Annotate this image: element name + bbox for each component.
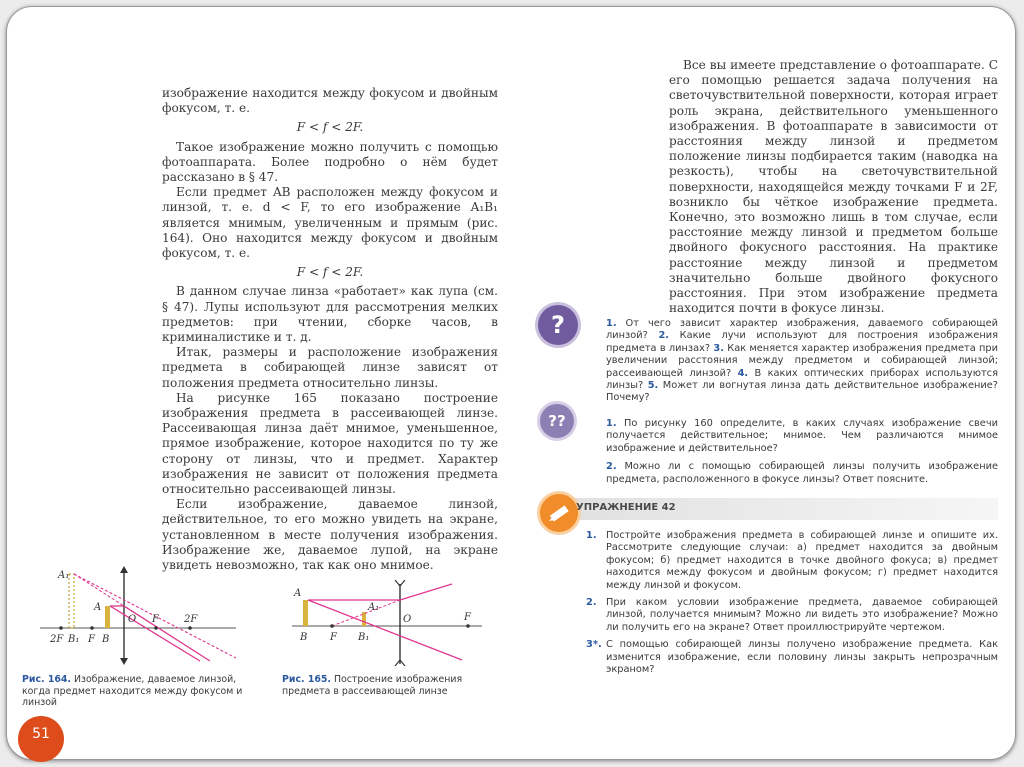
question-text: Может ли вогнутая линза дать действительное изображение? Почему? [606, 380, 998, 404]
question-text: Можно ли с помощью собирающей линзы получить изображение предмета, расположенного в фокусе линзы? Ответ поясните. [606, 461, 998, 485]
question-number: 4. [737, 367, 749, 379]
paragraph: Такое изображение можно получить с помощью фотоаппарата. Более подробно о нём будет рассказано в § 47. [162, 139, 498, 185]
question-number: 2. [658, 330, 669, 342]
pencil-icon [537, 491, 581, 535]
figure-165-caption [282, 674, 487, 697]
label-b1: B₁ [68, 634, 80, 645]
ray-central [308, 600, 462, 660]
caption-text: Изображение, даваемое линзой, когда предмет находится между фокусом и линзой [22, 674, 243, 709]
question-number: 5. [647, 380, 659, 392]
discussion-question-icon: ?? [540, 404, 574, 438]
point-f-right [466, 624, 470, 628]
ray-diverged [400, 584, 452, 600]
review-questions [606, 318, 998, 411]
label-a1: A₁ [368, 602, 380, 613]
exercise-item [588, 530, 998, 592]
exercise-text: С помощью собирающей линзы получено изображение предмета. Как изменится изображение, если половину линзы закрыть непрозрачным экраном? [606, 639, 998, 676]
left-text-column [162, 86, 498, 573]
label-o: O [128, 614, 137, 625]
paragraph: Все вы имеете представление о фотоаппарате. С его помощью решается задача получения на светочувствительной поверхности, которая играет роль экрана, действительного уменьшенного изображения. В фотоаппарате в зависимости от расстояния между линзой и предметом положение линзы подбирается таким (наводка на резкость), чтобы на светочувствительной поверхности, находящейся между точками F и 2F, возникло бы чёткое изображение предмета. Конечно, это возможно лишь в том случае, если расстояние между линзой и предметом больше двойного фокусного расстояния. На практике расстояние между линзой и предметом значительно больше двойного фокусного расстояния. При этом изображение предмета находится почти в фокусе линзы. [669, 58, 998, 316]
label-a: A [94, 602, 102, 613]
exercise-number: 2. [586, 597, 597, 609]
point-2f-right [188, 626, 192, 630]
exercise-title: УПРАЖНЕНИЕ 42 [576, 502, 676, 513]
question-number: 1. [606, 318, 617, 329]
figure-164-diagram [40, 566, 260, 666]
question-text: От чего зависит характер изображения, даваемого собирающей линзой? [606, 318, 998, 342]
point-2f-left [59, 626, 63, 630]
point-f-right [154, 626, 158, 630]
exercise-number: 3*. [586, 639, 602, 651]
question-text: По рисунку 160 определите, в каких случаях изображение свечи получается действительное; мнимое. Чем различаются мнимое изображение и действительное? [606, 418, 998, 454]
paragraph: Если изображение, даваемое линзой, действительное, то его можно увидеть на экране, установленном в месте получения изображения. Изображение же, даваемое лупой, на экране увидеть невозможно, так как оно мнимое. [162, 497, 498, 573]
label-b: B [300, 632, 308, 643]
question-text: Какие лучи используют для построения изображения предмета в линзах? [606, 330, 998, 354]
label-b: B [102, 634, 110, 645]
lens-arrow-bottom [120, 658, 128, 665]
exercise-item [588, 639, 998, 676]
discussion-questions [606, 418, 998, 492]
label-f-right: F [464, 612, 471, 623]
page-number-badge: 51 [18, 716, 64, 762]
question-number: 2. [606, 461, 617, 473]
point-f-left [90, 626, 94, 630]
object-ab [303, 600, 308, 626]
figure-164-caption [22, 674, 262, 709]
paragraph: В данном случае линза «работает» как лупа (см. § 47). Лупы используют для рассмотрения мелких предметов: при чтении, сборке часов, в криминалистике и т. д. [162, 284, 498, 345]
question-icon: ? [538, 305, 578, 345]
right-text-column [669, 58, 998, 316]
question-text: Как меняется характер изображения предмета при увеличении расстояния между предметом и собирающей линзой; рассеивающей линзой? [606, 342, 998, 379]
exercise-number: 1. [586, 530, 597, 541]
label-f-left: F [330, 632, 337, 643]
exercise-list [588, 530, 998, 681]
paragraph: изображение находится между фокусом и двойным фокусом, т. е. [162, 86, 498, 116]
formula: F < f < 2F. [296, 265, 364, 280]
paragraph: Итак, размеры и расположение изображения предмета в собирающей линзе зависят от положения предмета относительно линзы. [162, 345, 498, 390]
question-number: 3. [713, 342, 724, 354]
lens-arrow-top [395, 580, 405, 586]
label-a1: A₁ [58, 570, 70, 581]
exercise-text: При каком условии изображение предмета, даваемое собирающей линзой, получается мнимым? Можно ли видеть это изображение? Можно ли получить его на экране? Ответ проиллюстрируйте чертежом. [606, 597, 998, 633]
caption-text: Построение изображения предмета в рассеивающей линзе [282, 674, 463, 697]
label-a: A [294, 588, 302, 599]
label-2f-right: 2F [184, 614, 198, 625]
paragraph: На рисунке 165 показано построение изображения предмета в рассеивающей линзе. Рассеивающая линза даёт мнимое, уменьшенное, прямое изображение, которое находится по ту же сторону от линзы, что и предмет. Характер изображения не зависит от положения предмета относительно рассеивающей линзы. [162, 390, 498, 497]
lens-arrow-top [120, 566, 128, 573]
label-f-left: F [88, 634, 95, 645]
label-b1: B₁ [358, 632, 370, 643]
label-f-right: F [152, 614, 159, 625]
exercise-item [588, 597, 998, 634]
virtual-image-a1b1 [69, 574, 74, 628]
label-2f-left: 2F [50, 634, 64, 645]
label-o: O [403, 614, 412, 625]
figure-165-diagram [292, 580, 492, 666]
question-number: 1. [606, 418, 617, 429]
object-ab [105, 606, 110, 628]
exercise-text: Постройте изображения предмета в собирающей линзе и опишите их. Рассмотрите следующие случаи: а) предмет находится за двойным фокусом; б) предмет находится в точке двойного фокуса; в) предмет находится между фокусом и двойным фокусом; г) предмет находится между линзой и фокусом. [606, 530, 998, 591]
caption-label: Рис. 164. [22, 674, 71, 685]
caption-label: Рис. 165. [282, 674, 331, 685]
question-text: В каких оптических приборах используются линзы? [606, 367, 998, 392]
formula: F < f < 2F. [296, 120, 364, 135]
point-f-left [330, 624, 334, 628]
paragraph: Если предмет AB расположен между фокусом и линзой, т. е. d < F, то его изображение A₁B₁ является мнимым, увеличенным и прямым (рис. 164). Оно находится между фокусом и двойным фокусом, т. е. [162, 185, 498, 261]
